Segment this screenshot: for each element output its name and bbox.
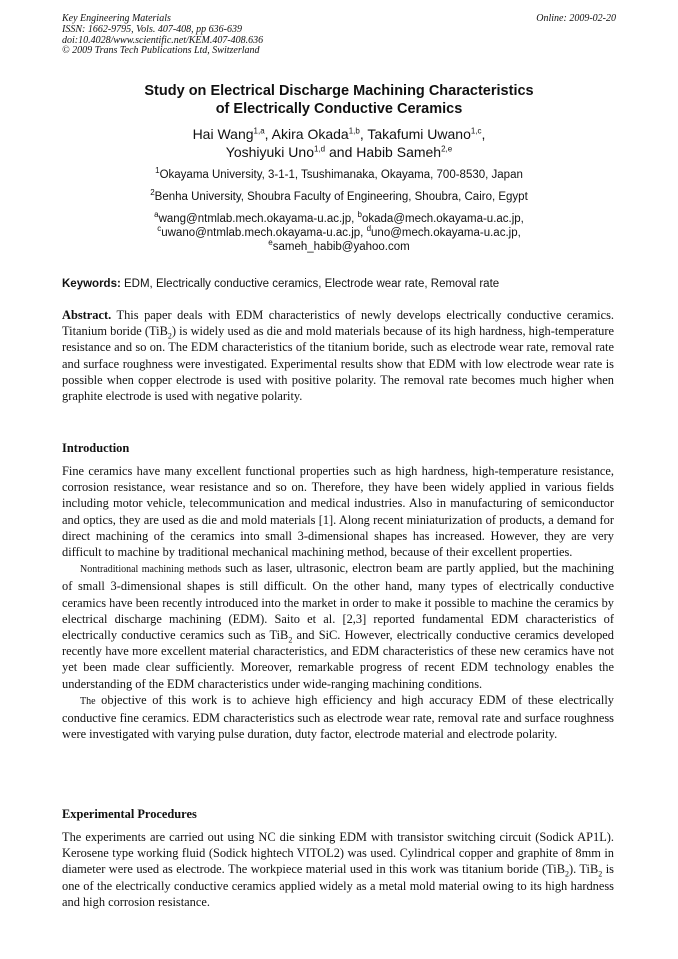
affiliation-text: Okayama University, 3-1-1, Tsushimanaka, Okayama, 700-8530, Japan: [159, 169, 523, 181]
experimental-body: [62, 829, 614, 910]
author-name: Habib Sameh: [356, 144, 442, 160]
affiliation-text: Benha University, Shoubra Faculty of Engineering, Shoubra, Cairo, Egypt: [154, 191, 528, 203]
subscript: 2: [598, 869, 603, 879]
introduction-heading: Introduction: [62, 441, 130, 455]
email-link[interactable]: sameh_habib@yahoo.com: [272, 241, 410, 253]
introduction-body: [62, 463, 614, 742]
subscript: 2: [288, 635, 293, 645]
subscript: 2: [564, 869, 569, 879]
experimental-heading: Experimental Procedures: [62, 807, 197, 821]
abstract: [62, 307, 614, 404]
paragraph-text: such as laser, ultrasonic, electron beam are partly applied, but the machining of small 3-dimensional shapes is still difficult. On the other hand, many types of electrically conductive ceramics have been recently introduced into the market in order to make it possible to machine the ceramics by electrical discharge machining (EDM). Saito et al. [2,3] reported fundamental EDM characteristics of electrically conductive ceramics such as TiB: [62, 561, 614, 643]
affiliation-1: [62, 168, 616, 182]
paragraph-text: is one of the electrically conductive ceramics applied widely as a metal mold material owing to its high hardness and high corrosion resistance.: [62, 862, 615, 909]
email-link[interactable]: wang@ntmlab.mech.okayama-u.ac.jp,: [158, 213, 358, 225]
subscript: 2: [167, 331, 172, 341]
author-sup: 1,d: [314, 144, 326, 154]
issn-line: ISSN: 1662-9795, Vols. 407-408, pp 636-639: [62, 23, 242, 35]
paragraph-text: ). TiB: [568, 862, 599, 877]
email-sup: e: [268, 238, 273, 248]
paragraph-text: and SiC. However, electrically conductive ceramics developed recently have more excellent material characteristics, and EDM characteristics of these new ceramics have not yet been made clear sufficiently. Moreover, remarkable progress of recent EDM technology enables the understanding of the EDM characteristics under wide-ranging machining conditions.: [62, 628, 614, 691]
paragraph-text: The experiments are carried out using NC die sinking EDM with transistor switching circuit (Sodick AP1L). Kerosene type working fluid (Sodick hightech VITOL2) was used. Cylindrical copper and graphite of 8mm in diameter were used as electrode. The workpiece material used in this work was titanium boride (TiB: [62, 830, 614, 877]
title-line-2: of Electrically Conductive Ceramics: [215, 101, 463, 117]
author-sup: 1,a: [253, 126, 265, 136]
intro-paragraph-1: Fine ceramics have many excellent functional properties such as high hardness, high-temperature resistance, corrosion resistance, wear resistance and so on. Therefore, they have been widely applied in various fields including motor vehicle, telecommunication and medical industries. Also in manufacturing of semiconductor and optics, they are used as die and mold materials [1]. Along recent miniaturization of products, a demand for direct machining of the ceramics into small 3-dimensional shapes has increased. However, they are very difficult to machine by traditional mechanical machining method, because of their excellent properties.: [62, 464, 614, 560]
journal-name: Key Engineering Materials: [62, 13, 171, 24]
email-link[interactable]: okada@mech.okayama-u.ac.jp,: [361, 213, 524, 225]
author-list: [62, 125, 616, 161]
abstract-label: Abstract.: [62, 308, 112, 322]
journal-header: [62, 14, 616, 57]
copyright-line: © 2009 Trans Tech Publications Ltd, Switzerland: [62, 45, 260, 57]
author-name: Hai Wang: [192, 126, 254, 142]
intro-paragraph-2: [62, 560, 614, 692]
author-separator: and: [325, 144, 357, 160]
small-text: The: [80, 695, 96, 707]
author-sup: 1,b: [348, 126, 360, 136]
online-date: Online: 2009-02-20: [536, 13, 616, 24]
email-sup: a: [154, 210, 159, 220]
author-name: Akira Okada: [271, 126, 349, 142]
paragraph-text: objective of this work is to achieve high efficiency and high accuracy EDM of these electrically conductive fine ceramics. EDM characteristics such as electrode wear rate, removal rate and surface roughness were investigated with varying pulse duration, duty factor, electrode material and electrode polarity.: [62, 692, 614, 742]
doi-line: doi:10.4028/www.scientific.net/KEM.407-408.636: [62, 34, 264, 46]
keywords: [62, 277, 622, 291]
keywords-label: Keywords:: [62, 278, 121, 290]
affiliation-sup: 2: [150, 188, 155, 198]
email-sup: c: [157, 224, 162, 234]
email-sup: d: [366, 224, 372, 234]
abstract-text: ) is widely used as die and mold materials because of its high hardness, high-temperature resistance and so on. The EDM characteristics of the titanium boride, such as electrode wear rate, removal rate and surface roughness were investigated. Experimental results show that EDM with low electrode wear rate is possible when copper electrode is used with positive polarity. The removal rate becomes much higher when graphite electrode is used with negative polarity.: [62, 324, 614, 404]
affiliation-sup: 1: [155, 166, 160, 176]
author-sup: 1,c: [470, 126, 482, 136]
paper-title: [62, 82, 616, 118]
intro-paragraph-3: [62, 692, 614, 743]
author-separator: ,: [264, 126, 272, 142]
email-link[interactable]: uwano@ntmlab.mech.okayama-u.ac.jp,: [161, 227, 367, 239]
author-sup: 2,e: [441, 144, 453, 154]
email-list: [62, 212, 616, 254]
small-text: Nontraditional machining methods: [80, 564, 222, 576]
email-link[interactable]: uno@mech.okayama-u.ac.jp,: [371, 227, 521, 239]
author-name: Yoshiyuki Uno: [225, 144, 314, 160]
email-sup: b: [357, 210, 362, 220]
author-name: Takafumi Uwano: [367, 126, 471, 142]
abstract-text: This paper deals with EDM characteristics of newly develops electrically conductive ceramics. Titanium boride (TiB: [62, 308, 614, 339]
author-separator: ,: [481, 126, 486, 142]
title-line-1: Study on Electrical Discharge Machining Characteristics: [144, 83, 534, 99]
keywords-text: EDM, Electrically conductive ceramics, Electrode wear rate, Removal rate: [124, 278, 500, 290]
author-separator: ,: [359, 126, 368, 142]
affiliation-2: [62, 190, 616, 204]
